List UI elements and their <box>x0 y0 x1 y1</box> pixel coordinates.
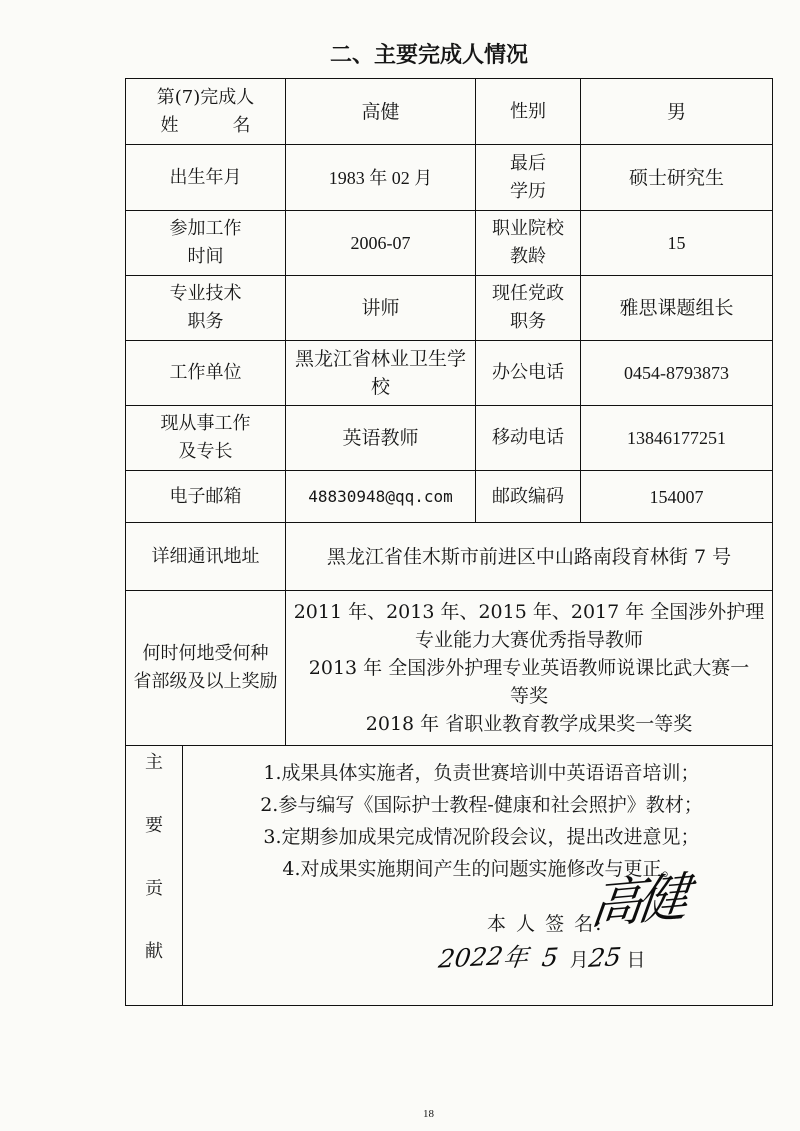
table-row <box>126 341 773 406</box>
employer-value-line1: 黑龙江省林业卫生学 <box>294 348 466 370</box>
contribution-label-char: 主 <box>145 751 163 773</box>
page-number: 18 <box>423 1108 434 1120</box>
work-start-label-line1: 参加工作 <box>169 218 242 239</box>
party-post-label-line2: 职务 <box>510 311 546 332</box>
birth-value: 1983 年 02 月 <box>286 145 476 211</box>
date-day: 25 <box>586 941 623 973</box>
birth-label: 出生年月 <box>126 145 286 211</box>
teaching-years-label-line1: 职业院校 <box>492 218 564 239</box>
awards-line: 2018 年 省职业教育教学成果奖一等奖 <box>365 713 693 735</box>
handwritten-signature: 高健 <box>587 867 687 936</box>
email-value: 48830948@qq.com <box>286 471 476 523</box>
table-row <box>126 79 773 145</box>
name-value: 高健 <box>286 79 476 145</box>
awards-line: 2011 年、2013 年、2015 年、2017 年 全国涉外护理 <box>293 601 765 623</box>
contribution-list <box>183 748 772 885</box>
contribution-label-char: 要 <box>145 814 163 836</box>
contribution-item: 1.成果具体实施者，负责世赛培训中英语语音培训； <box>263 761 700 784</box>
table-row <box>126 211 773 276</box>
contribution-label-char: 献 <box>145 940 163 962</box>
contribution-label-cell <box>126 746 183 1006</box>
postcode-label: 邮政编码 <box>476 471 581 523</box>
name-label-line2: 姓 名 <box>160 114 251 136</box>
work-start-value: 2006-07 <box>286 211 476 276</box>
awards-label-line1: 何时何地受何种 <box>142 643 269 664</box>
employer-label: 工作单位 <box>126 341 286 406</box>
table-row <box>126 145 773 211</box>
teaching-years-label-cell <box>476 211 581 276</box>
education-label-cell <box>476 145 581 211</box>
awards-label-cell <box>126 591 286 746</box>
work-start-label-line2: 时间 <box>187 246 224 267</box>
contribution-item: 4.对成果实施期间产生的问题实施修改与更正。 <box>282 857 681 880</box>
mobile-label: 移动电话 <box>476 406 581 471</box>
signature-date <box>439 941 646 977</box>
awards-line: 等奖 <box>509 685 548 707</box>
employer-value-line2: 校 <box>370 376 390 398</box>
office-phone-value: 0454-8793873 <box>581 341 773 406</box>
table-row <box>126 276 773 341</box>
office-phone-label: 办公电话 <box>476 341 581 406</box>
email-label: 电子邮箱 <box>126 471 286 523</box>
education-value: 硕士研究生 <box>581 145 773 211</box>
job-label-line1: 现从事工作 <box>160 413 251 434</box>
main-completer-info-table <box>125 78 773 1006</box>
tech-title-label-cell <box>126 276 286 341</box>
job-value: 英语教师 <box>286 406 476 471</box>
party-post-label-line1: 现任党政 <box>492 283 564 304</box>
gender-value: 男 <box>581 79 773 145</box>
teaching-years-label-line2: 教龄 <box>510 246 546 267</box>
name-label-cell <box>126 79 286 145</box>
date-day-unit: 日 <box>626 948 646 971</box>
table-row <box>126 591 773 746</box>
education-label-line2: 学历 <box>510 180 546 202</box>
job-label-line2: 及专长 <box>178 441 233 462</box>
signature-label: 本 人 签 名: <box>487 912 604 935</box>
job-label-cell <box>126 406 286 471</box>
date-month: 5 <box>539 942 560 972</box>
teaching-years-value: 15 <box>581 211 773 276</box>
table-row <box>126 746 773 1006</box>
tech-title-value: 讲师 <box>286 276 476 341</box>
table-row <box>126 471 773 523</box>
name-label-line1: 第(7)完成人 <box>156 86 255 108</box>
page-title: 二、主要完成人情况 <box>330 42 529 68</box>
awards-label-line2: 省部级及以上奖励 <box>133 671 278 692</box>
contribution-item: 2.参与编写《国际护士教程-健康和社会照护》教材； <box>260 793 703 816</box>
awards-value-cell <box>286 591 773 746</box>
address-label: 详细通讯地址 <box>126 523 286 591</box>
gender-label: 性别 <box>476 79 581 145</box>
contribution-content <box>183 748 772 1004</box>
awards-line: 2013 年 全国涉外护理专业英语教师说课比武大赛一 <box>308 657 750 679</box>
mobile-value: 13846177251 <box>581 406 773 471</box>
employer-value-cell <box>286 341 476 406</box>
date-year: 2022 <box>437 940 505 974</box>
party-post-label-cell <box>476 276 581 341</box>
postcode-value: 154007 <box>581 471 773 523</box>
work-start-label-cell <box>126 211 286 276</box>
address-value: 黑龙江省佳木斯市前进区中山路南段育林街 7 号 <box>286 523 773 591</box>
contribution-item: 3.定期参加成果完成情况阶段会议，提出改进意见； <box>263 825 700 848</box>
tech-title-label-line2: 职务 <box>187 311 224 332</box>
date-month-unit: 月 <box>569 948 589 971</box>
table-row <box>126 523 773 591</box>
awards-line: 专业能力大赛优秀指导教师 <box>414 629 643 651</box>
party-post-value: 雅思课题组长 <box>581 276 773 341</box>
date-year-unit: 年 <box>500 941 530 973</box>
education-label-line1: 最后 <box>510 152 546 174</box>
table-row <box>126 406 773 471</box>
contribution-value-cell <box>183 746 773 1006</box>
contribution-label-char: 贡 <box>145 877 163 899</box>
tech-title-label-line1: 专业技术 <box>169 283 242 304</box>
